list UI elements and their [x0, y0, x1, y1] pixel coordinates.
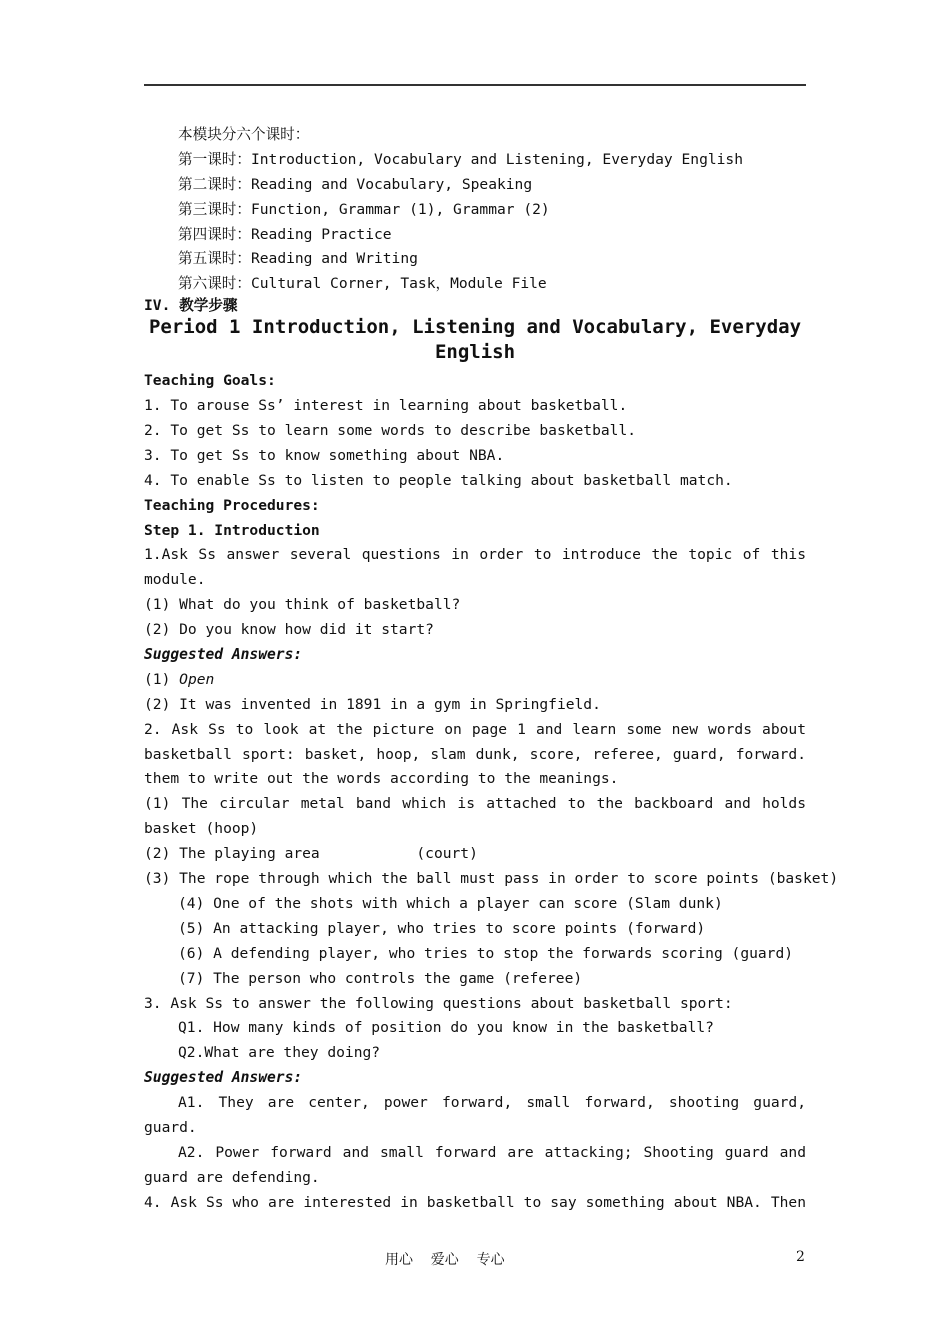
answer-number: (1) — [144, 670, 180, 688]
answer-item: (2) It was invented in 1891 in a gym in Springfield. — [144, 695, 601, 713]
header-rule — [144, 84, 806, 86]
lesson-item: 第六课时：Cultural Corner, Task，Module File — [178, 275, 547, 293]
question-item: (1) What do you think of basketball? — [144, 596, 461, 614]
vocab-item: basket (hoop) — [144, 820, 259, 838]
answer-item — [144, 668, 806, 693]
paragraph-line: 3. Ask Ss to answer the following questions about basketball sport: — [144, 994, 733, 1012]
vocab-item: (7) The person who controls the game (referee) — [178, 969, 583, 987]
lesson-item: 第二课时：Reading and Vocabulary, Speaking — [178, 175, 533, 193]
page-number: 2 — [796, 1249, 805, 1265]
vocab-item: (3) The rope through which the ball must pass in order to score points (basket) — [144, 870, 839, 888]
vocab-item: (4) One of the shots with which a player can score (Slam dunk) — [178, 894, 723, 912]
answer-item: A2. Power forward and small forward are attacking; Shooting guard and — [178, 1143, 806, 1161]
module-overview-heading: 本模块分六个课时： — [178, 126, 310, 143]
lesson-item: 第三课时：Function, Grammar (1), Grammar (2) — [178, 200, 550, 218]
paragraph-line: them to write out the words according to the meanings. — [144, 770, 619, 788]
answer-text: Open — [179, 670, 215, 688]
procedures-heading: Teaching Procedures: — [144, 496, 320, 514]
vocab-item: (5) An attacking player, who tries to score points (forward) — [178, 919, 706, 937]
footer-motto: 用心 爱心 专心 — [385, 1252, 505, 1268]
vocab-item: (6) A defending player, who tries to stop the forwards scoring (guard) — [178, 944, 794, 962]
suggested-answers-heading: Suggested Answers: — [144, 1069, 303, 1087]
answer-item: A1. They are center, power forward, small forward, shooting guard, — [178, 1094, 806, 1112]
paragraph-line: basketball sport: basket, hoop, slam dunk, score, referee, guard, forward. — [144, 745, 806, 763]
document-body — [144, 123, 839, 1216]
answer-item: guard. — [144, 1118, 197, 1136]
paragraph-line: 2. Ask Ss to look at the picture on page 1 and learn some new words about — [144, 720, 806, 738]
paragraph-line: 4. Ask Ss who are interested in basketball to say something about NBA. Then — [144, 1193, 806, 1211]
goal-item: 1. To arouse Ss’ interest in learning about basketball. — [144, 397, 628, 415]
question-item: Q1. How many kinds of position do you know in the basketball? — [178, 1019, 714, 1037]
paragraph-line: module. — [144, 571, 206, 589]
question-item: Q2.What are they doing? — [178, 1044, 381, 1062]
vocab-item: (1) The circular metal band which is attached to the backboard and holds — [144, 795, 806, 813]
answer-item: guard are defending. — [144, 1168, 320, 1186]
teaching-goals-heading: Teaching Goals: — [144, 372, 276, 390]
question-item: (2) Do you know how did it start? — [144, 621, 434, 639]
period-title: Period 1 Introduction, Listening and Vocabulary, Everyday English — [148, 316, 802, 364]
vocab-item: (2) The playing area (court) — [144, 845, 478, 863]
goal-item: 2. To get Ss to learn some words to describe basketball. — [144, 422, 637, 440]
lesson-item: 第一课时：Introduction, Vocabulary and Listening, Everyday English — [178, 150, 743, 168]
suggested-answers-heading: Suggested Answers: — [144, 646, 303, 664]
paragraph-line: 1.Ask Ss answer several questions in order to introduce the topic of this — [144, 546, 806, 564]
lesson-item: 第五课时：Reading and Writing — [178, 250, 418, 268]
goal-item: 4. To enable Ss to listen to people talking about basketball match. — [144, 471, 733, 489]
section-heading: IV. 教学步骤 — [144, 297, 238, 315]
step-heading: Step 1. Introduction — [144, 521, 320, 539]
lesson-item: 第四课时：Reading Practice — [178, 225, 392, 243]
goal-item: 3. To get Ss to know something about NBA. — [144, 446, 505, 464]
